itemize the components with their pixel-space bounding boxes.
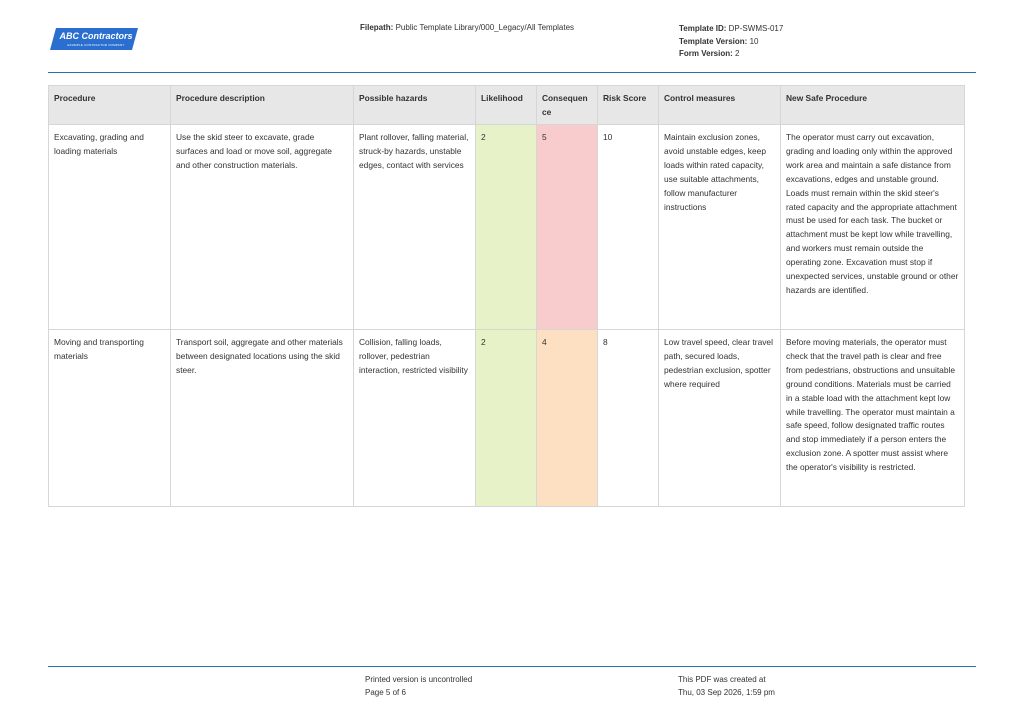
column-header-new-safe-procedure: New Safe Procedure xyxy=(781,86,965,125)
column-header-risk-score: Risk Score xyxy=(598,86,659,125)
uncontrolled-notice: Printed version is uncontrolled xyxy=(365,675,473,684)
table-row xyxy=(49,125,965,330)
company-logo xyxy=(50,28,138,50)
column-header-likelihood: Likelihood xyxy=(476,86,537,125)
form-version-value: 2 xyxy=(735,49,740,58)
cell-hazards: Collision, falling loads, rollover, pedestrian interaction, restricted visibility xyxy=(354,330,476,507)
template-id-label: Template ID: xyxy=(679,24,727,33)
column-header-description: Procedure description xyxy=(171,86,354,125)
cell-risk-score: 8 xyxy=(598,330,659,507)
footer-created xyxy=(678,674,775,699)
cell-new-safe-procedure: The operator must carry out excavation, grading and loading only within the approved work area and maintain a safe distance from excavations, edges and unstable ground. Loads must remain within the skid steer's rated capacity and the appropriate attachment must be used for each task. The bucket or attachment must be kept low while travelling, and workers must remain outside the operating zone. Excavation must stop if unexpected services, unstable ground or other hazards are identified. xyxy=(781,125,965,330)
template-version-label: Template Version: xyxy=(679,36,748,46)
column-header-hazards: Possible hazards xyxy=(354,86,476,125)
logo-tagline: EXAMPLE CONTRACTOR COMPANY xyxy=(67,43,125,47)
cell-risk-score: 10 xyxy=(598,125,659,330)
column-header-consequence: Consequen ce xyxy=(537,86,598,125)
created-label: This PDF was created at xyxy=(678,675,766,684)
swms-table xyxy=(48,85,965,507)
header-divider xyxy=(48,72,976,73)
column-header-procedure: Procedure xyxy=(49,86,171,125)
form-version-label: Form Version: xyxy=(679,49,733,58)
cell-hazards: Plant rollover, falling material, struck-by hazards, unstable edges, contact with services xyxy=(354,125,476,330)
column-header-control-measures: Control measures xyxy=(659,86,781,125)
cell-control-measures: Maintain exclusion zones, avoid unstable edges, keep loads within rated capacity, use suitable attachments, follow manufacturer instructions xyxy=(659,125,781,330)
cell-new-safe-procedure: Before moving materials, the operator must check that the travel path is clear and free from pedestrians, obstructions and unsuitable ground conditions. Materials must be carried in a stable load with the attachment kept low while travelling. The operator must maintain a safe speed, follow designated traffic routes and stop immediately if a person enters the exclusion zone. A spotter must assist where the operator's visibility is restricted. xyxy=(781,330,965,507)
cell-likelihood: 2 xyxy=(476,330,537,507)
filepath-label: Filepath: xyxy=(360,23,394,32)
template-version-value: 10 xyxy=(749,36,759,46)
template-version xyxy=(679,36,783,49)
filepath-value: Public Template Library/000_Legacy/All Templates xyxy=(395,23,575,32)
page-number: Page 5 of 6 xyxy=(365,687,406,697)
logo-name: ABC Contractors xyxy=(59,31,133,41)
cell-control-measures: Low travel speed, clear travel path, secured loads, pedestrian exclusion, spotter where required xyxy=(659,330,781,507)
footer-divider xyxy=(48,666,976,667)
created-timestamp: Thu, 03 Sep 2026, 1:59 pm xyxy=(678,687,775,697)
filepath xyxy=(360,23,574,32)
cell-description: Use the skid steer to excavate, grade surfaces and load or move soil, aggregate and other construction materials. xyxy=(171,125,354,330)
cell-likelihood: 2 xyxy=(476,125,537,330)
form-version xyxy=(679,48,783,61)
cell-consequence: 5 xyxy=(537,125,598,330)
cell-description: Transport soil, aggregate and other materials between designated locations using the skid steer. xyxy=(171,330,354,507)
template-meta xyxy=(679,23,783,61)
table-row xyxy=(49,330,965,507)
template-id-value: DP-SWMS-017 xyxy=(728,24,784,33)
footer-page-info xyxy=(365,674,472,699)
template-id xyxy=(679,23,783,36)
cell-consequence: 4 xyxy=(537,330,598,507)
cell-procedure: Excavating, grading and loading materials xyxy=(49,125,171,330)
cell-procedure: Moving and transporting materials xyxy=(49,330,171,507)
table-header-row xyxy=(49,86,965,125)
